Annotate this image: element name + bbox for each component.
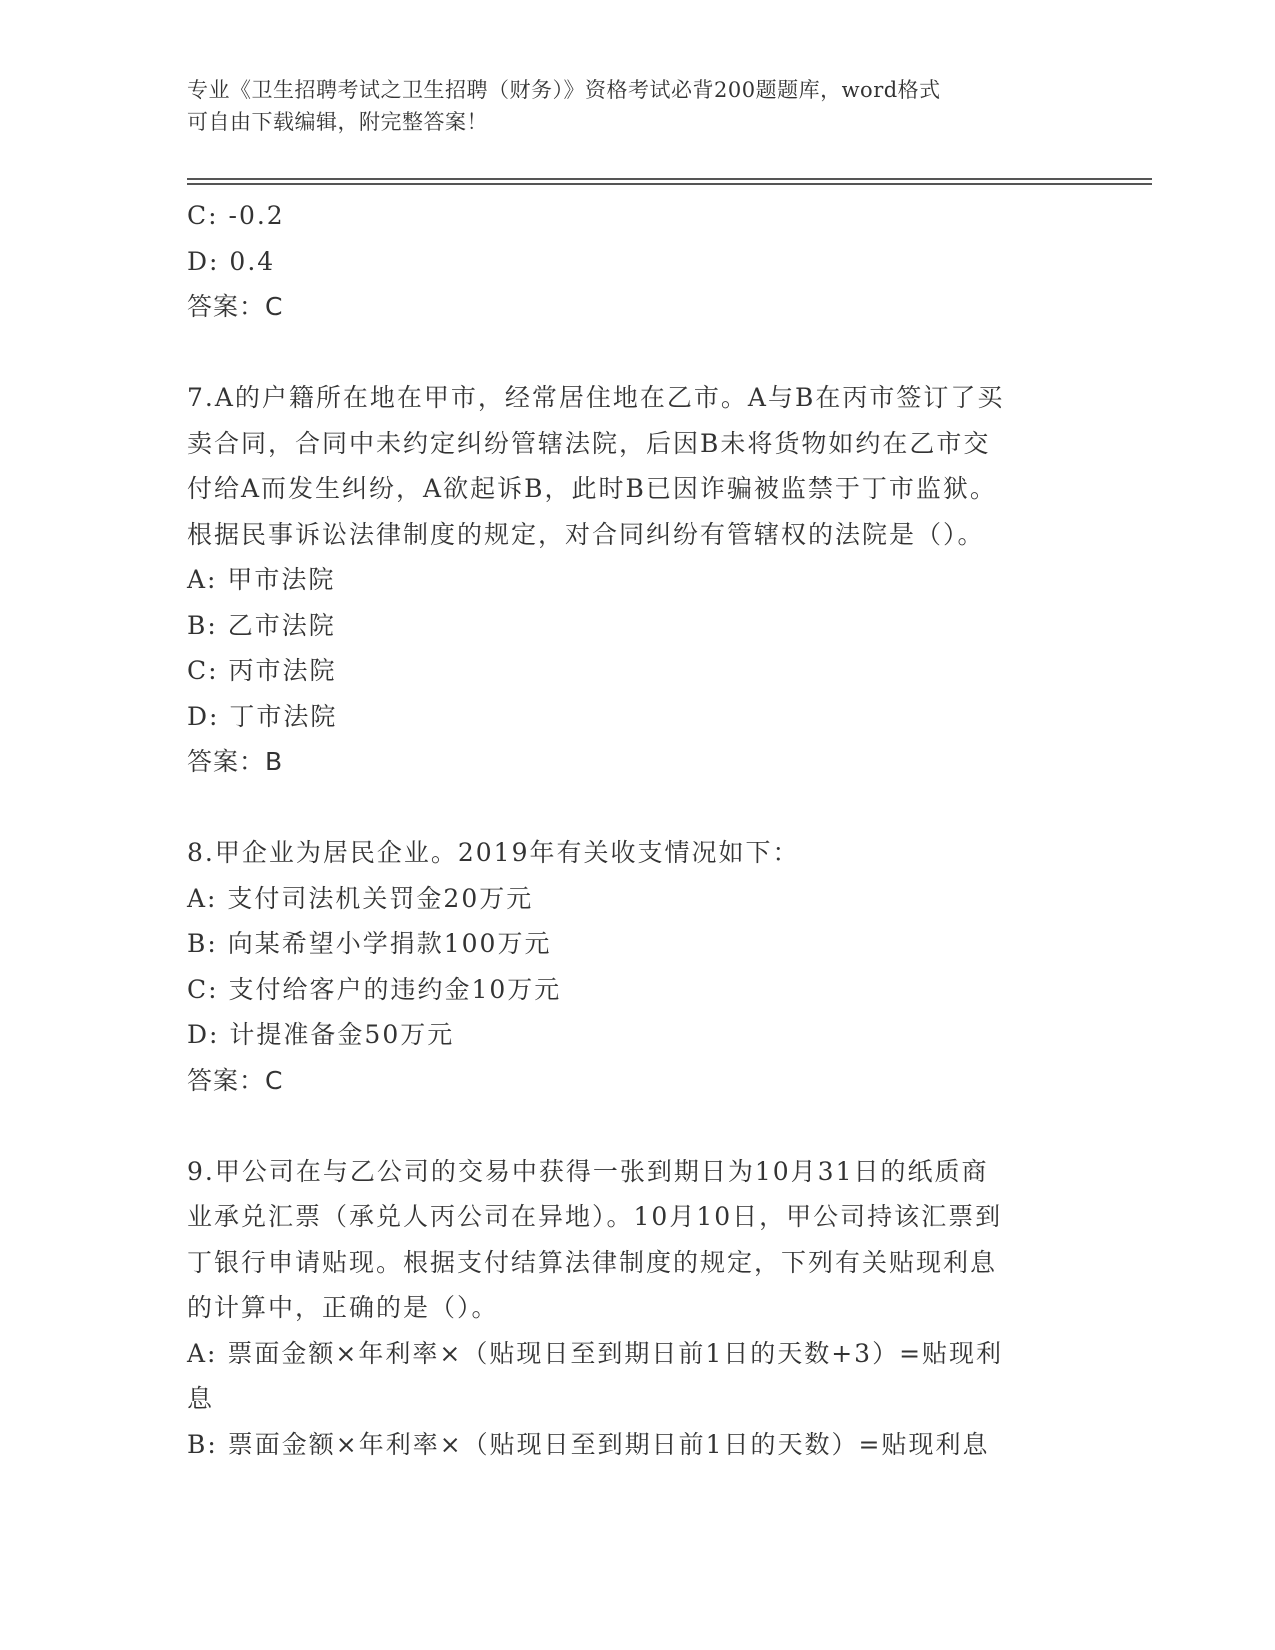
header-title-line-1: 专业《卫生招聘考试之卫生招聘（财务）》资格考试必背200题题库，word格式 — [187, 78, 941, 102]
header-divider-bottom — [187, 183, 1152, 185]
q6-option-d: D: 0.4 — [187, 246, 276, 276]
q9-option-a-line-2: 息 — [187, 1384, 215, 1413]
document-header — [187, 74, 1077, 138]
question-8 — [187, 830, 1087, 1103]
q8-option-c: C: 支付给客户的违约金10万元 — [187, 974, 562, 1004]
q8-answer: 答案：C — [187, 1065, 284, 1095]
q7-stem-line-4: 根据民事诉讼法律制度的规定，对合同纠纷有管辖权的法院是（）。 — [187, 519, 985, 549]
question-6-tail — [187, 193, 1087, 330]
header-divider-top — [187, 178, 1152, 180]
q7-stem-line-3: 付给A而发生纠纷，A欲起诉B，此时B已因诈骗被监禁于丁市监狱。 — [187, 474, 997, 503]
question-9 — [187, 1149, 1087, 1468]
q7-option-c: C: 丙市法院 — [187, 656, 337, 685]
spacer — [187, 330, 1087, 376]
q7-stem-line-1: 7.A的户籍所在地在甲市，经常居住地在乙市。A与B在丙市签订了买 — [187, 383, 1005, 412]
header-title-line-2: 可自由下载编辑，附完整答案！ — [187, 110, 488, 134]
spacer — [187, 785, 1087, 831]
q9-stem-line-4: 的计算中，正确的是（）。 — [187, 1293, 499, 1322]
q8-option-a: A: 支付司法机关罚金20万元 — [187, 883, 534, 913]
q9-stem-line-1: 9.甲公司在与乙公司的交易中获得一张到期日为10月31日的纸质商 — [187, 1156, 989, 1186]
q8-option-b: B: 向某希望小学捐款100万元 — [187, 929, 552, 958]
q9-option-a-line-1: A: 票面金额×年利率×（贴现日至到期日前1日的天数+3）=贴现利 — [187, 1338, 1004, 1368]
q8-stem: 8.甲企业为居民企业。2019年有关收支情况如下： — [187, 838, 800, 867]
q8-option-d: D: 计提准备金50万元 — [187, 1020, 455, 1049]
q7-stem-line-2: 卖合同，合同中未约定纠纷管辖法院，后因B未将货物如约在乙市交 — [187, 428, 991, 458]
q9-option-b: B: 票面金额×年利率×（贴现日至到期日前1日的天数）=贴现利息 — [187, 1429, 990, 1459]
q6-answer: 答案：C — [187, 292, 284, 321]
question-7 — [187, 375, 1087, 785]
q7-option-a: A: 甲市法院 — [187, 565, 336, 594]
spacer — [187, 1103, 1087, 1149]
q6-option-c: C: -0.2 — [187, 201, 285, 230]
q9-stem-line-2: 业承兑汇票（承兑人丙公司在异地）。10月10日，甲公司持该汇票到 — [187, 1202, 1003, 1231]
q7-answer: 答案：B — [187, 747, 284, 776]
q7-option-b: B: 乙市法院 — [187, 610, 336, 640]
q9-stem-line-3: 丁银行申请贴现。根据支付结算法律制度的规定，下列有关贴现利息 — [187, 1247, 998, 1277]
document-body — [187, 193, 1087, 1467]
q7-option-d: D: 丁市法院 — [187, 701, 338, 731]
